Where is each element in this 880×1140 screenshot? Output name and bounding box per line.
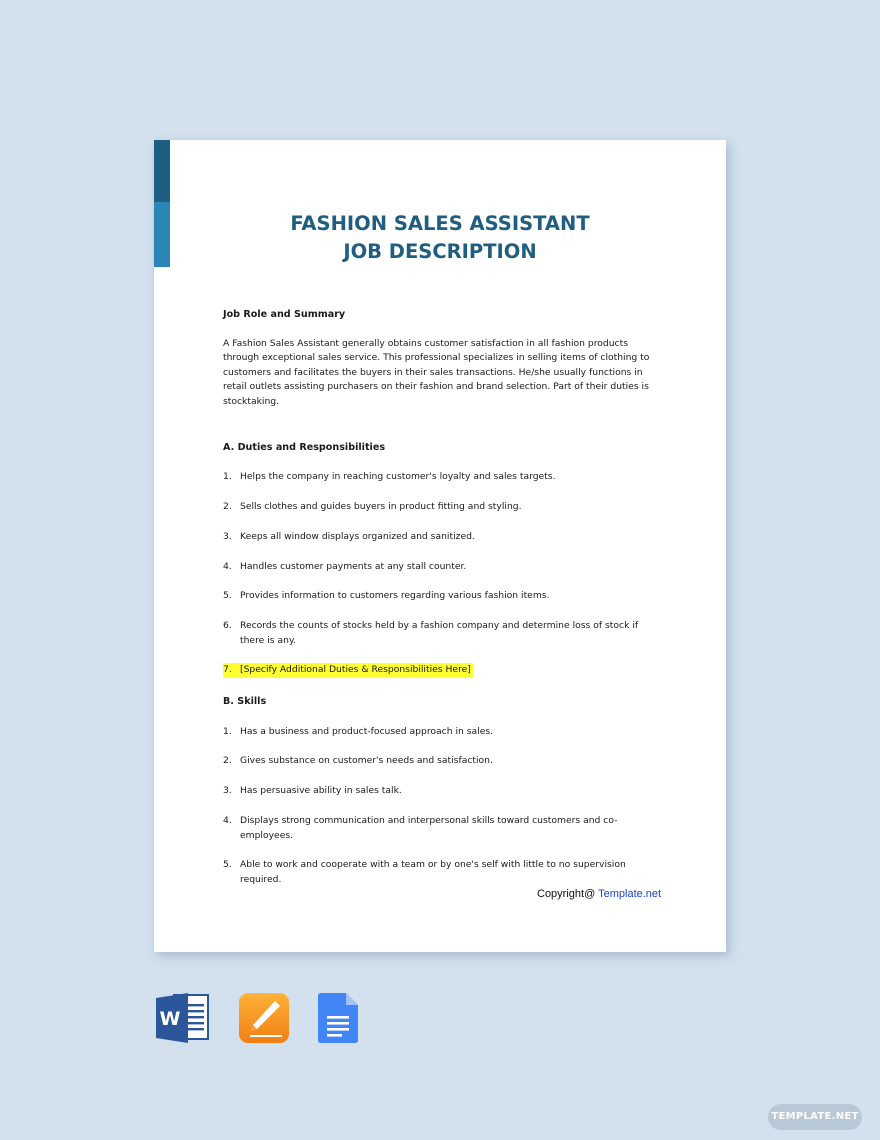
highlight-placeholder — [223, 663, 473, 678]
item-text: [Specify Additional Duties & Responsibilities Here] — [240, 664, 471, 676]
item-text: Able to work and cooperate with a team or by one's self with little to no supervision required. — [240, 859, 626, 885]
item-text: Records the counts of stocks held by a fashion company and determine loss of stock if there is any. — [240, 620, 639, 646]
list-item — [223, 754, 663, 769]
summary-paragraph: A Fashion Sales Assistant generally obtains customer satisfaction in all fashion products through exceptional sales service. This professional specializes in selling items of clothing to customers and facilitates the buyers in their sales transactions. He/she usually functions in retail outlets assisting purchasers on their fashion and brand selection. Part of their duties is stocktaking. — [223, 337, 650, 407]
title-line-1: FASHION SALES ASSISTANT — [290, 212, 590, 235]
list-item — [223, 530, 663, 545]
google-docs-icon[interactable] — [318, 992, 360, 1049]
item-number: 4. — [223, 814, 232, 826]
word-icon[interactable] — [156, 992, 210, 1049]
item-text: Provides information to customers regarding various fashion items. — [240, 590, 550, 602]
title-line-2: JOB DESCRIPTION — [343, 240, 537, 263]
list-item — [223, 619, 663, 648]
item-number: 5. — [223, 859, 232, 871]
list-item — [223, 470, 663, 485]
item-number: 3. — [223, 785, 232, 797]
item-text: Handles customer payments at any stall counter. — [240, 560, 467, 572]
pages-icon[interactable] — [238, 992, 290, 1049]
item-text: Has persuasive ability in sales talk. — [240, 785, 402, 797]
copyright-link[interactable]: Template.net — [598, 888, 662, 900]
item-number: 7. — [223, 664, 232, 676]
item-text: Keeps all window displays organized and sanitized. — [240, 530, 475, 542]
list-item — [223, 814, 663, 843]
list-item — [223, 858, 663, 887]
document-title — [154, 210, 726, 266]
item-text: Has a business and product-focused approach in sales. — [240, 725, 494, 737]
accent-bar-dark — [154, 140, 170, 202]
item-number: 2. — [223, 755, 232, 767]
item-text: Sells clothes and guides buyers in product fitting and styling. — [240, 500, 522, 512]
item-number: 5. — [223, 590, 232, 602]
copyright-notice — [537, 888, 661, 900]
duties-heading: A. Duties and Responsibilities — [223, 441, 386, 453]
copyright-prefix: Copyright@ — [537, 888, 599, 900]
duties-list — [223, 470, 663, 678]
item-text: Gives substance on customer's needs and satisfaction. — [240, 755, 493, 767]
item-text: Helps the company in reaching customer's loyalty and sales targets. — [240, 471, 556, 483]
item-number: 1. — [223, 471, 232, 483]
item-number: 1. — [223, 725, 232, 737]
skills-list — [223, 725, 663, 888]
document-body — [223, 308, 663, 903]
list-item — [223, 560, 663, 575]
template-net-badge[interactable]: TEMPLATE.NET — [768, 1104, 862, 1130]
word-letter: W — [159, 1008, 181, 1030]
item-number: 2. — [223, 500, 232, 512]
list-item-highlighted — [223, 663, 663, 678]
item-number: 3. — [223, 530, 232, 542]
item-number: 6. — [223, 620, 232, 632]
document-page — [154, 140, 726, 952]
list-item — [223, 784, 663, 799]
list-item — [223, 500, 663, 515]
list-item — [223, 725, 663, 740]
summary-heading: Job Role and Summary — [223, 309, 346, 320]
list-item — [223, 589, 663, 604]
item-text: Displays strong communication and interpersonal skills toward customers and co-employees. — [240, 814, 618, 841]
item-number: 4. — [223, 560, 232, 572]
skills-heading: B. Skills — [223, 696, 267, 708]
